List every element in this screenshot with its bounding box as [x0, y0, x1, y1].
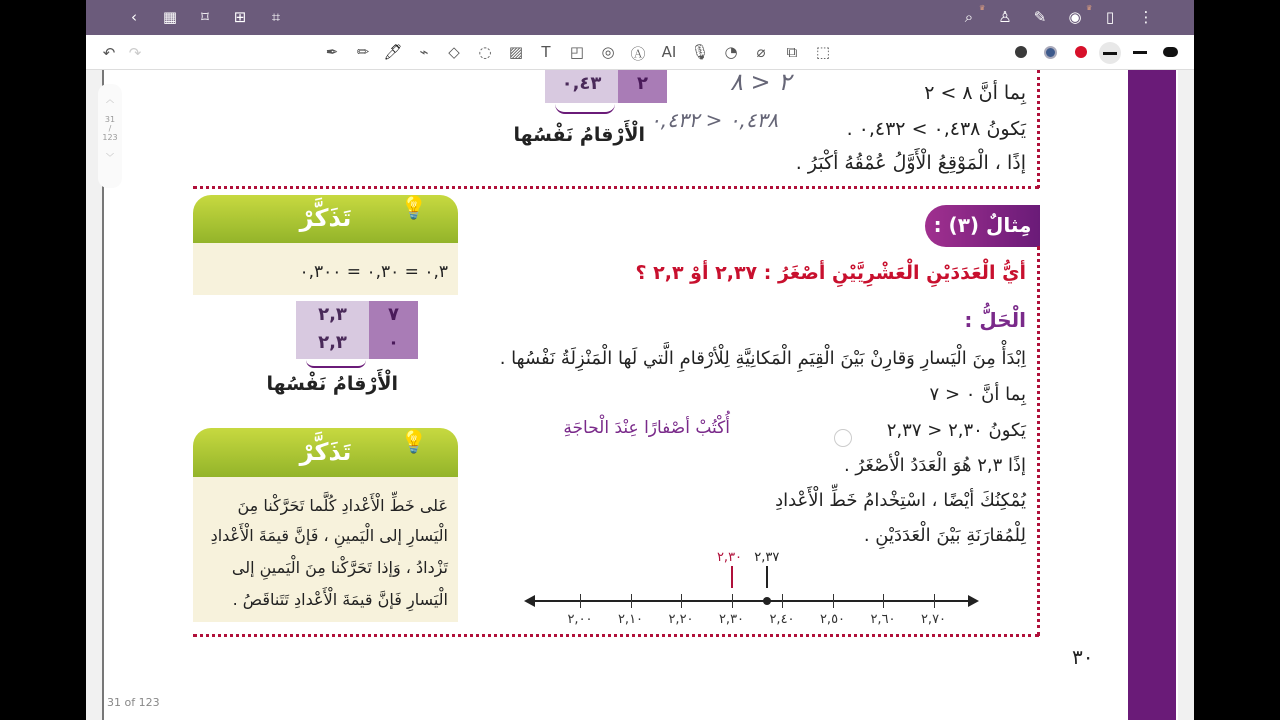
number-line-tick-label: ٢,١٠	[617, 612, 644, 627]
number-line-tick-label: ٢,٤٠	[769, 612, 795, 627]
app-top-bar: ‹ ▦ ⌑ ⊞ ⌗ ⌕ ♛ ♙ ✎ ◉ ♛ ▯ ⋮	[86, 0, 1194, 35]
undo-icon[interactable]: ↶	[102, 44, 116, 62]
marker-icon[interactable]: ⌁	[419, 43, 429, 61]
text-box-icon[interactable]: T	[541, 43, 551, 61]
number-line-tick	[732, 594, 733, 608]
place-value-cell: ٠,٤٣	[545, 70, 618, 103]
number-line-tick-label: ٢,٢٠	[668, 612, 694, 627]
brace	[555, 104, 615, 114]
solution-line: إذًا ٢,٣ هُوَ الْعَدَدُ الْأصْغَرُ .	[843, 455, 1026, 476]
image-icon[interactable]: ▨	[508, 43, 524, 61]
grid-icon[interactable]: ▦	[162, 8, 178, 26]
number-line-tick-label: ٢,٠٠	[567, 612, 593, 627]
section-divider	[193, 186, 1039, 189]
solution-line: بِما أنَّ ٠ < ٧	[929, 384, 1026, 405]
lightbulb-icon: 💡	[400, 196, 428, 221]
laser-icon[interactable]: ⌀	[756, 43, 766, 61]
eraser-icon[interactable]: ◇	[448, 43, 460, 61]
number-line-tick	[631, 594, 632, 608]
text-line: يَكونُ ٠,٤٣٨ > ٠,٤٣٢ .	[846, 118, 1026, 140]
number-line-tick-label: ٢,٧٠	[920, 612, 947, 627]
marker-label-red: ٢,٣٠	[716, 550, 743, 565]
page-side-band	[1128, 70, 1176, 720]
annotation-toolbar	[86, 35, 1194, 70]
solution-label: الْحَلُّ :	[964, 308, 1026, 332]
number-line-tick-label: ٢,٥٠	[819, 612, 846, 627]
text-recognize-icon[interactable]: Ⓐ	[630, 45, 646, 63]
total-pages: 123	[102, 133, 118, 142]
ocr-icon[interactable]: ⬚	[815, 43, 831, 61]
section-border	[1037, 246, 1040, 636]
place-value-cell: ٢	[618, 70, 667, 103]
number-line-point	[763, 597, 771, 605]
tape-icon[interactable]: ◎	[601, 43, 615, 61]
color-swatch-dark[interactable]	[1015, 46, 1027, 58]
ai-icon[interactable]: AI	[661, 43, 677, 61]
stroke-size-thin[interactable]	[1133, 51, 1147, 54]
page-indicator: 31 of 123	[107, 696, 160, 709]
remember-title: تَذَكَّرْ	[193, 428, 458, 477]
lightbulb-icon: 💡	[400, 430, 428, 455]
bookmark-page-icon[interactable]: ▯	[1105, 8, 1115, 26]
place-value-cell	[369, 301, 418, 359]
lasso-icon[interactable]: ◌	[478, 43, 492, 61]
crop-icon[interactable]: ⌗	[271, 8, 281, 26]
left-arrow-icon	[524, 595, 535, 607]
eye-icon[interactable]: ◉	[1068, 8, 1082, 26]
example-badge: مِثالٌ (٣) :	[925, 205, 1040, 247]
marker-arrow-red	[731, 566, 733, 588]
pen-sign-icon[interactable]: ✎	[1033, 8, 1047, 26]
stroke-size-medium[interactable]	[1099, 42, 1121, 64]
color-swatch-red[interactable]	[1075, 46, 1087, 58]
redo-icon[interactable]: ↷	[128, 44, 142, 62]
page-down-icon[interactable]: ﹀	[106, 153, 114, 162]
text-line: بِما أنَّ ٨ > ٢	[924, 82, 1026, 104]
stroke-size-thick[interactable]	[1163, 47, 1178, 57]
cursor-indicator	[834, 429, 852, 447]
color-swatch-blue[interactable]	[1044, 46, 1057, 59]
marker-label-black: ٢,٣٧	[754, 550, 780, 565]
mic-icon[interactable]: 🎙	[690, 43, 710, 61]
number-line-tick	[681, 594, 682, 608]
translate-icon[interactable]: ⧉	[786, 43, 798, 61]
number-line-tick	[782, 594, 783, 608]
solution-line: اِبْدَأْ مِنَ الْيَسارِ وَقارِنْ بَيْنَ الْقِيَمِ الْمَكانِيَّةِ لِلْأرْقامِ الَّتي لَها الْمَنْزِلَةُ نَفْسُها .	[499, 348, 1026, 369]
handwriting-annotation[interactable]: ٠,٤٣٨ < ٠,٤٣٢	[650, 108, 779, 132]
page-scroller[interactable]	[98, 84, 122, 188]
number-line-tick	[883, 594, 884, 608]
page-number: ٣٠	[1072, 645, 1094, 669]
section-divider	[193, 634, 1039, 637]
section-border	[1037, 70, 1040, 188]
page-up-icon[interactable]: ︿	[106, 95, 114, 104]
number-line-tick	[580, 594, 581, 608]
more-icon[interactable]: ⋮	[1138, 8, 1154, 26]
right-arrow-icon	[968, 595, 979, 607]
solution-line: يَكونُ ٢,٣٠ < ٢,٣٧	[886, 420, 1026, 441]
highlighter-icon[interactable]: 🖊	[383, 43, 403, 61]
cell: ٧	[388, 304, 399, 325]
number-line-tick-label: ٢,٦٠	[870, 612, 896, 627]
hint-text: أُكْتُبْ أصْفارًا عِنْدَ الْحاجَةِ	[563, 418, 730, 438]
number-line-tick	[934, 594, 935, 608]
solution-line: يُمْكِنُكَ أيْضًا ، اسْتِخْدامُ خَطِّ الْأَعْدادِ	[775, 490, 1026, 511]
cell: ٠	[388, 332, 399, 353]
text-line: إذًا ، الْمَوْقِعُ الْأَوَّلُ عُمْقُهُ أكْبَرُ .	[795, 152, 1026, 174]
cell: ٢,٣	[318, 304, 347, 325]
add-page-icon[interactable]: ⊞	[233, 8, 247, 26]
brace	[306, 360, 366, 368]
marker-arrow-black	[766, 566, 768, 588]
current-page: 31	[104, 115, 116, 124]
remember-line: تَزْدادُ ، وَإذا تَحَرَّكْنا مِنَ الْيَمينِ إلى	[231, 558, 448, 577]
search-icon[interactable]: ⌕	[964, 8, 974, 26]
number-line-tick-label: ٢,٣٠	[718, 612, 745, 627]
cell: ٢,٣	[318, 332, 347, 353]
solution-line: لِلْمُقارَنَةِ بَيْنَ الْعَدَدَيْنِ .	[863, 525, 1026, 546]
place-value-cell	[296, 301, 369, 359]
same-digits-label: الْأَرْقامُ نَفْسُها	[513, 124, 645, 146]
remember-line: الْيَسارِ إلى الْيَمينِ ، فَإنَّ قيمَةَ الْأَعْدادِ	[210, 526, 448, 545]
pencil-icon[interactable]: ✏	[356, 43, 370, 61]
theme-icon[interactable]: ♙	[998, 8, 1012, 26]
number-line-axis	[530, 600, 972, 602]
shape-icon[interactable]: ◰	[569, 43, 585, 61]
remember-text: ٠,٣ = ٠,٣٠ = ٠,٣٠٠	[299, 262, 448, 282]
handwriting-annotation[interactable]: ٢ < ٨	[730, 68, 792, 96]
remember-line: عَلى خَطِّ الْأَعْدادِ كُلَّما تَحَرَّكْنا مِنَ	[237, 496, 448, 515]
example-question: أيُّ الْعَدَدَيْنِ الْعَشْرِيَّيْنِ أصْغَرُ : ٢,٣٧ أوْ ٢,٣ ؟	[635, 262, 1026, 284]
sticker-icon[interactable]: ◔	[724, 43, 738, 61]
remember-line: الْيَسارِ فَإنَّ قيمَةَ الْأَعْدادِ تَتَناقَصُ .	[232, 590, 448, 609]
fountain-pen-icon[interactable]: ✒	[325, 43, 339, 61]
same-digits-label: الْأَرْقامُ نَفْسُها	[266, 373, 398, 395]
back-icon[interactable]: ‹	[131, 8, 137, 26]
number-line-tick	[833, 594, 834, 608]
page-sep: /	[108, 124, 112, 133]
remember-title: تَذَكَّرْ	[193, 195, 458, 243]
bookmark-icon[interactable]: ⌑	[201, 8, 209, 26]
